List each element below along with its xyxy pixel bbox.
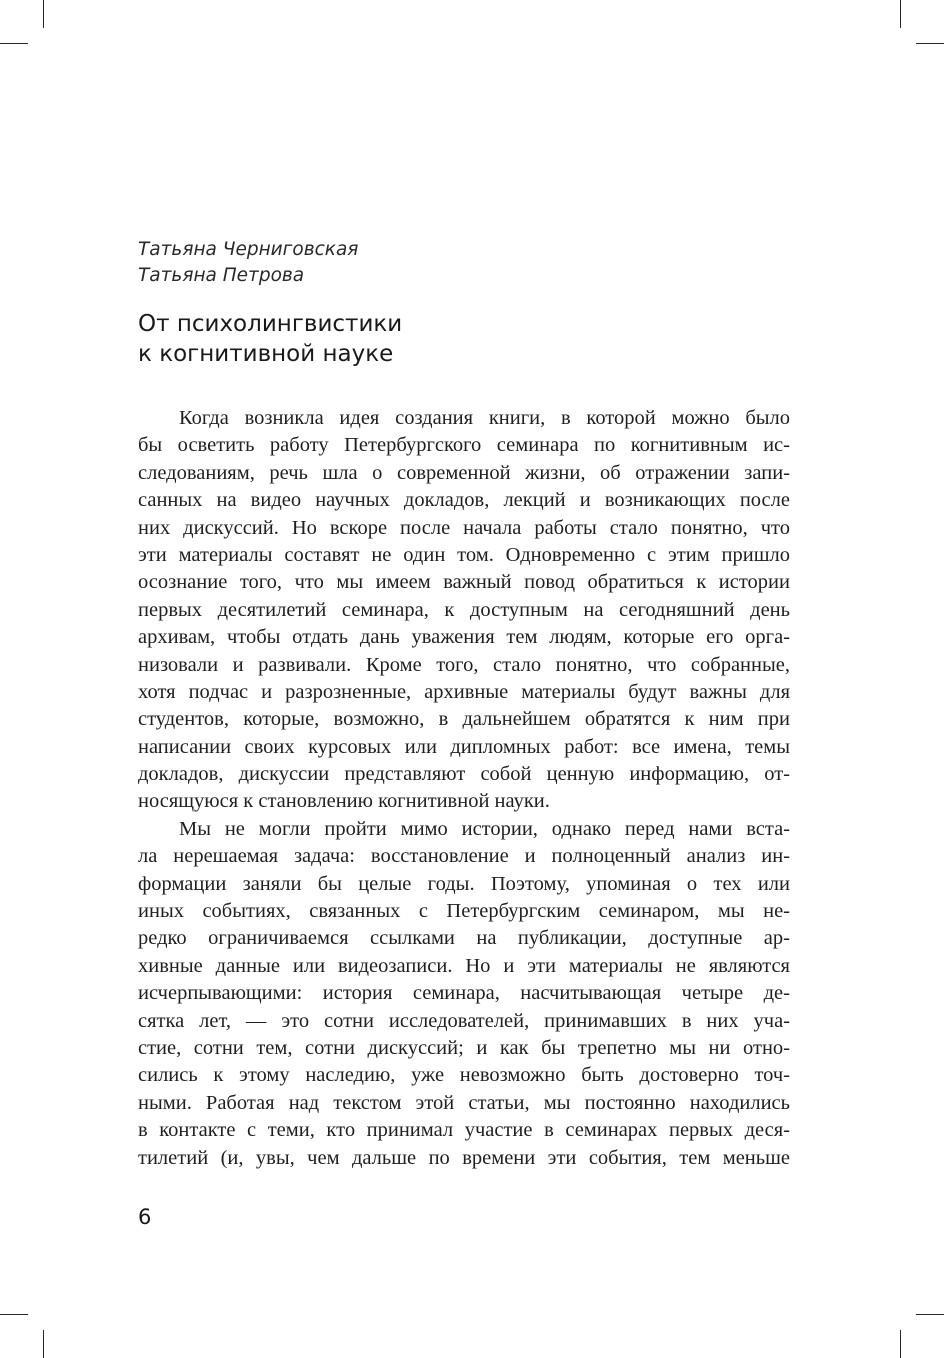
title-line: к когнитивной науке xyxy=(138,341,394,367)
text-line: хивные данные или видеозаписи. Но и эти материалы не являются xyxy=(138,954,790,977)
crop-mark-top-right-horizontal xyxy=(916,43,944,44)
paragraph xyxy=(138,405,790,816)
text-line: исчерпывающими: история семинара, насчитывающая четыре де- xyxy=(138,982,790,1005)
text-line: написании своих курсовых или дипломных работ: все имена, темы xyxy=(138,735,790,758)
crop-mark-bottom-right-vertical xyxy=(900,1330,901,1358)
paragraph xyxy=(138,816,790,1172)
text-line: Когда возникла идея создания книги, в которой можно было xyxy=(179,407,790,429)
crop-mark-bottom-left-horizontal xyxy=(0,1314,28,1315)
text-line: осознание того, что мы имеем важный повод обратиться к истории xyxy=(138,571,790,594)
text-line: сятка лет, — это сотни исследователей, принимавших в них уча- xyxy=(138,1009,790,1032)
crop-mark-top-left-horizontal xyxy=(0,43,28,44)
text-line: в контакте с теми, кто принимал участие в семинарах первых деся- xyxy=(138,1119,790,1142)
text-line: формации заняли бы целые годы. Поэтому, упоминая о тех или xyxy=(138,872,790,895)
text-line: первых десятилетий семинара, к доступным на сегодняшний день xyxy=(138,598,790,621)
text-line: низовали и развивали. Кроме того, стало понятно, что собранные, xyxy=(138,653,790,676)
crop-mark-bottom-right-horizontal xyxy=(916,1314,944,1315)
crop-mark-top-left-vertical xyxy=(43,0,44,28)
text-line: санных на видео научных докладов, лекций и возникающих после xyxy=(138,489,790,512)
text-line: них дискуссий. Но вскоре после начала работы стало понятно, что xyxy=(138,516,790,539)
author-name: Татьяна Петрова xyxy=(138,265,305,286)
text-line: эти материалы составят не один том. Одновременно с этим пришло xyxy=(138,543,790,566)
text-line: архивам, чтобы отдать дань уважения тем людям, которые его орга- xyxy=(138,626,790,649)
text-line: носящуюся к становлению когнитивной науки. xyxy=(138,790,550,813)
text-line: редко ограничиваемся ссылками на публикации, доступные ар- xyxy=(138,927,790,950)
text-line: студентов, которые, возможно, в дальнейшем обратятся к ним при xyxy=(138,708,790,731)
crop-mark-bottom-left-vertical xyxy=(43,1330,44,1358)
text-line: следованиям, речь шла о современной жизни, об отражении запи- xyxy=(138,461,790,484)
text-line: ными. Работая над текстом этой статьи, мы постоянно находились xyxy=(138,1091,790,1114)
text-line: хотя подчас и разрозненные, архивные материалы будут важны для xyxy=(138,680,790,703)
crop-mark-top-right-vertical xyxy=(900,0,901,28)
page-number: 6 xyxy=(138,1205,152,1229)
text-line: тилетий (и, увы, чем дальше по времени эти события, тем меньше xyxy=(138,1146,790,1169)
text-line: ла нерешаемая задача: восстановление и полноценный анализ ин- xyxy=(138,845,790,868)
text-line: стие, сотни тем, сотни дискуссий; и как бы трепетно мы ни отно- xyxy=(138,1036,790,1059)
article-body xyxy=(138,405,790,1172)
text-line: бы осветить работу Петербургского семинара по когнитивным ис- xyxy=(138,434,790,457)
text-line: иных событиях, связанных с Петербургским семинаром, мы не- xyxy=(138,900,790,923)
title-line: От психолингвистики xyxy=(138,311,403,337)
author-name: Татьяна Черниговская xyxy=(138,239,359,260)
text-line: докладов, дискуссии представляют собой ценную информацию, от- xyxy=(138,763,790,786)
article-title xyxy=(138,309,402,369)
text-line: сились к этому наследию, уже невозможно быть достоверно точ- xyxy=(138,1064,790,1087)
authors-block xyxy=(138,237,358,289)
text-line: Мы не могли пройти мимо истории, однако перед нами вста- xyxy=(179,817,790,840)
